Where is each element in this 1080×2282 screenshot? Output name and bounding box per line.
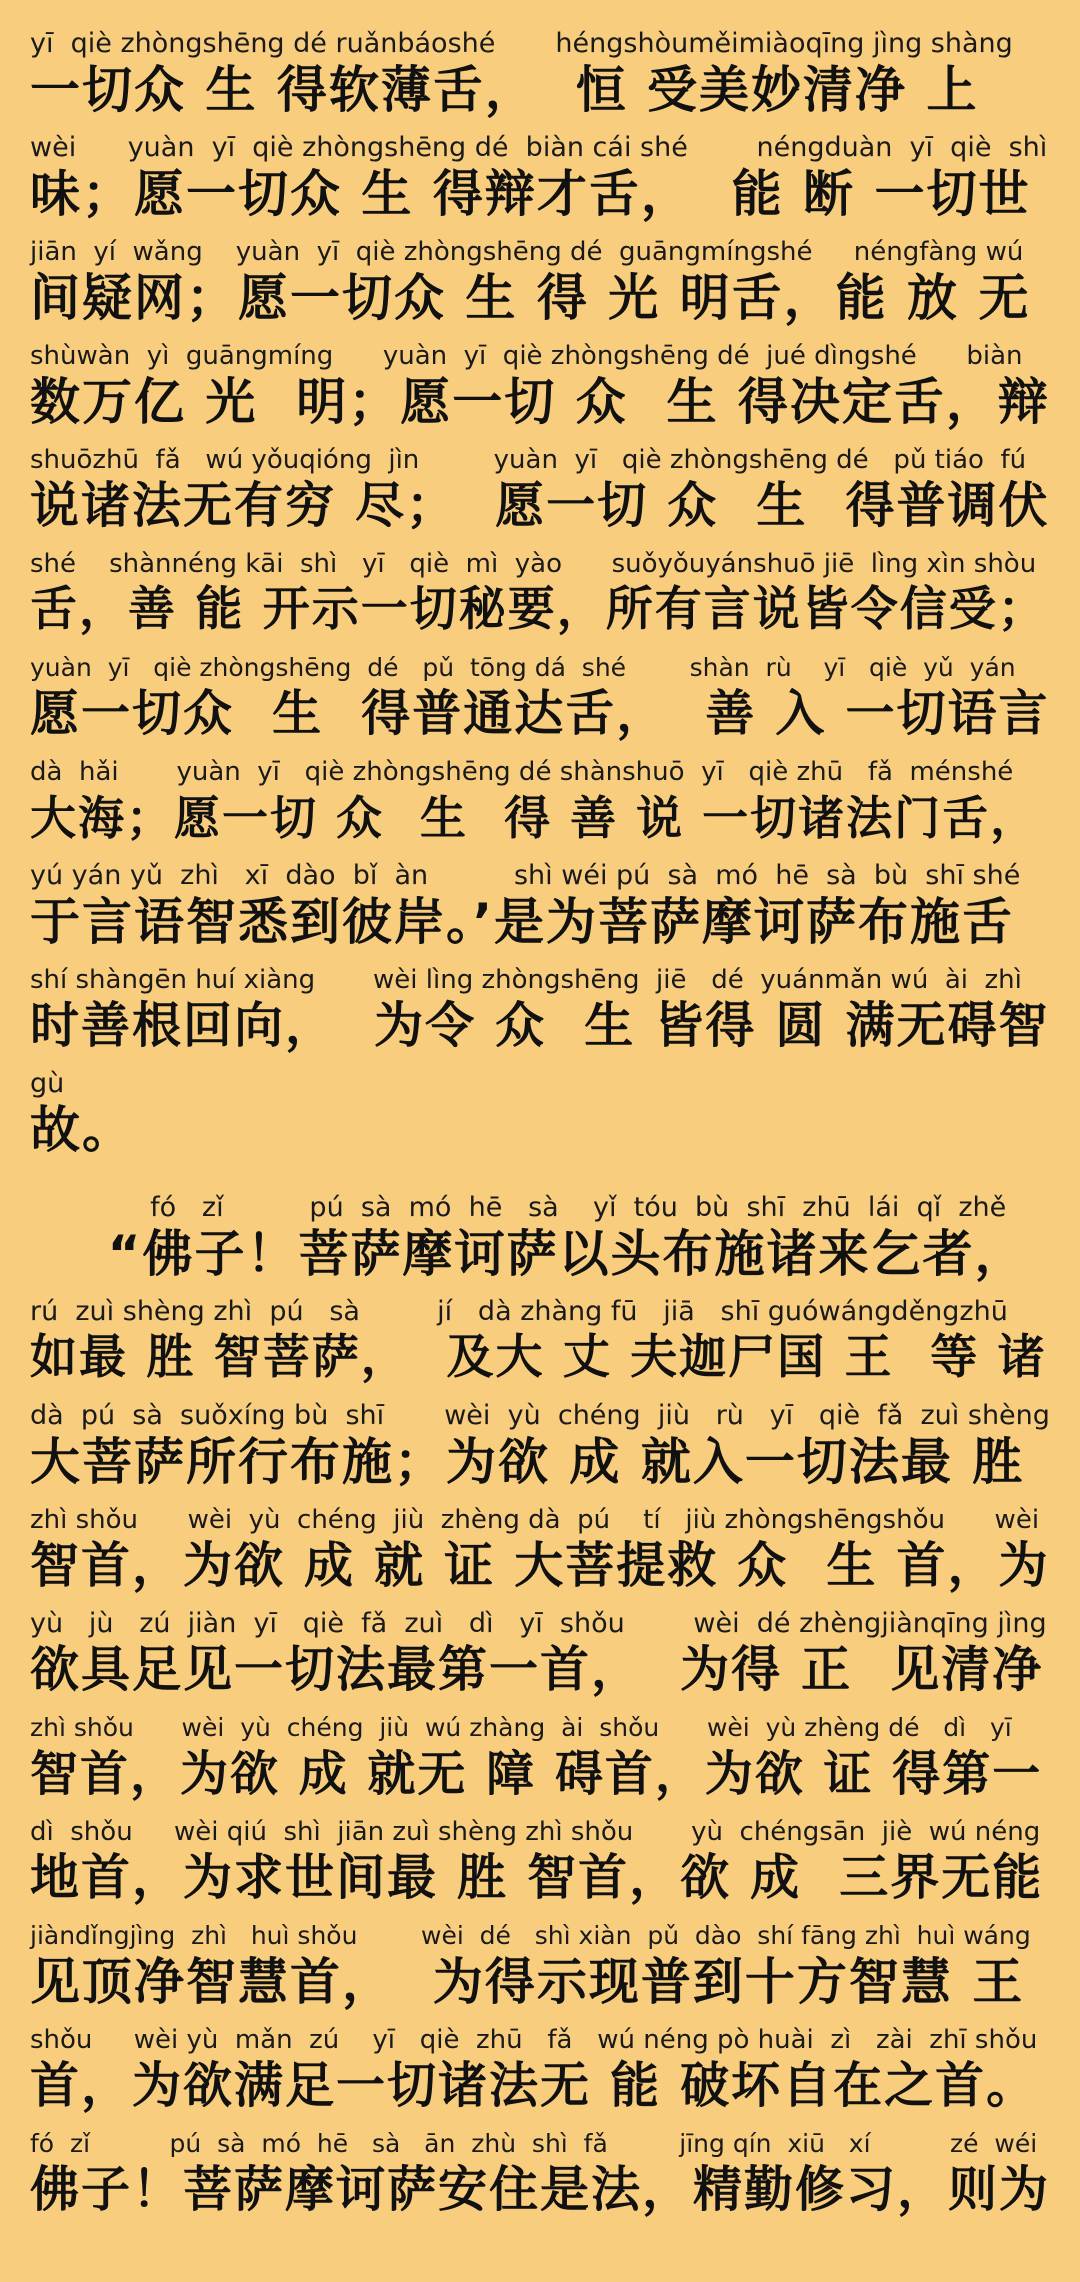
- hanzi-line: 佛子！菩萨摩诃萨安住是法，精勤修习，则为: [30, 2161, 1051, 2218]
- hanzi-line: 于言语智悉到彼岸。’是为菩萨摩诃萨布施舌: [30, 893, 1014, 951]
- pinyin-line: zhì shǒu wèi yù chéng jiù zhèng dà pú tí jiù zhòngshēngshǒu wèi: [30, 1505, 1040, 1535]
- hanzi-line: 如最 胜 智菩萨， 及大 丈 夫迦尸国 王 等 诸: [30, 1330, 1047, 1385]
- pinyin-line: yī qiè zhòngshēng dé ruǎnbáoshé héngshòuměimiàoqīng jìng shàng: [30, 28, 1013, 59]
- pinyin-line: shùwàn yì guāngmíng yuàn yī qiè zhòngshēng dé jué dìngshé biàn: [30, 341, 1023, 371]
- pinyin-line: zhì shǒu wèi yù chéng jiù wú zhàng ài shǒu wèi yù zhèng dé dì yī: [30, 1713, 1012, 1742]
- text-line: [30, 1068, 1050, 1160]
- text-line: [30, 1192, 1050, 1284]
- text-line: [30, 340, 1050, 432]
- pinyin-line: dì shǒu wèi qiú shì jiān zuì shèng zhì shǒu yù chéngsān jiè wú néng: [30, 1817, 1041, 1847]
- text-line: [30, 652, 1050, 744]
- hanzi-line: 智首，为欲 成 就无 障 碍首，为欲 证 得第一: [30, 1746, 1043, 1802]
- hanzi-line: 大海；愿一切 众 生 得 善 说 一切诸法门舌，: [30, 791, 1039, 845]
- text-line: [30, 1296, 1050, 1388]
- hanzi-line: “佛子！菩萨摩诃萨以头布施诸来乞者，: [30, 1225, 1027, 1283]
- text-line: [30, 236, 1050, 328]
- text-line: [30, 132, 1050, 224]
- pinyin-line: shé shànnéng kāi shì yī qiè mì yào suǒyǒuyánshuō jiē lìng xìn shòu: [30, 549, 1037, 579]
- text-line: [30, 28, 1050, 120]
- hanzi-line: 愿一切众 生 得普通达舌， 善 入 一切语言: [30, 685, 1050, 742]
- hanzi-line: 故。: [30, 1101, 134, 1159]
- pinyin-line: yuàn yī qiè zhòngshēng dé pǔ tōng dá shé shàn rù yī qiè yǔ yán: [30, 653, 1016, 682]
- hanzi-line: 一切众 生 得软薄舌， 恒 受美妙清净 上: [30, 61, 979, 119]
- hanzi-line: 智首，为欲 成 就 证 大菩提救 众 生 首，为: [30, 1537, 1050, 1594]
- pinyin-line: fó zǐ pú sà mó hē sà ān zhù shì fǎ jīng qín xiū xí zé wéi: [30, 2129, 1038, 2158]
- text-line: [30, 444, 1050, 536]
- text-line: [30, 548, 1050, 640]
- hanzi-line: 说诸法无有穷 尽； 愿一切 众 生 得普调伏: [30, 477, 1050, 534]
- hanzi-line: 大菩萨所行布施；为欲 成 就入一切法最 胜: [30, 1433, 1025, 1491]
- pinyin-line: yù jù zú jiàn yī qiè fǎ zuì dì yī shǒu wèi dé zhèngjiànqīng jìng: [30, 1608, 1047, 1639]
- pinyin-line: dà hǎi yuàn yī qiè zhòngshēng dé shànshuō yī qiè zhū fǎ ménshé: [30, 757, 1014, 787]
- hanzi-line: 见顶净智慧首， 为得示现普到十方智慧 王: [30, 1953, 1025, 2011]
- hanzi-line: 数万亿 光 明；愿一切 众 生 得决定舌，辩: [30, 373, 1050, 431]
- pinyin-line: shǒu wèi yù mǎn zú yī qiè zhū fǎ wú néng pò huài zì zài zhī shǒu: [30, 2025, 1038, 2055]
- pinyin-line: fó zǐ pú sà mó hē sà yǐ tóu bù shī zhū lái qǐ zhě: [30, 1192, 1007, 1223]
- hanzi-line: 味；愿一切众 生 得辩才舌， 能 断 一切世: [30, 165, 1031, 223]
- hanzi-line: 时善根回向， 为令 众 生 皆得 圆 满无碍智: [30, 997, 1050, 1054]
- text-line: [30, 2128, 1050, 2220]
- hanzi-line: 首，为欲满足一切诸法无 能 破坏自在之首。: [30, 2057, 1038, 2114]
- pinyin-line: dà pú sà suǒxíng bù shī wèi yù chéng jiù rù yī qiè fǎ zuì shèng: [30, 1400, 1050, 1431]
- pinyin-line: yú yán yǔ zhì xī dào bǐ àn shì wéi pú sà mó hē sà bù shī shé: [30, 860, 1021, 891]
- pinyin-line: shuōzhū fǎ wú yǒuqióng jìn yuàn yī qiè zhòngshēng dé pǔ tiáo fú: [30, 445, 1027, 475]
- text-line: [30, 1608, 1050, 1700]
- text-line: [30, 1400, 1050, 1492]
- pinyin-line: jiān yí wǎng yuàn yī qiè zhòngshēng dé guāngmíngshé néngfàng wú: [30, 237, 1024, 267]
- pinyin-line: rú zuì shèng zhì pú sà jí dà zhàng fū jiā shī guówángděngzhū: [30, 1296, 1008, 1327]
- text-line: [30, 2024, 1050, 2116]
- text-line: [30, 756, 1050, 848]
- text-line: [30, 1920, 1050, 2012]
- pinyin-line: shí shàngēn huí xiàng wèi lìng zhòngshēng jiē dé yuánmǎn wú ài zhì: [30, 965, 1022, 995]
- pinyin-line: jiàndǐngjìng zhì huì shǒu wèi dé shì xiàn pǔ dào shí fāng zhì huì wáng: [30, 1921, 1031, 1950]
- hanzi-line: 地首，为求世间最 胜 智首，欲 成 三界无能: [30, 1849, 1044, 1906]
- text-line: [30, 1816, 1050, 1908]
- text-line: [30, 964, 1050, 1056]
- pinyin-line: wèi yuàn yī qiè zhòngshēng dé biàn cái shé néngduàn yī qiè shì: [30, 132, 1048, 163]
- hanzi-line: 间疑网；愿一切众 生 得 光 明舌，能 放 无: [30, 269, 1031, 327]
- text-line: [30, 1504, 1050, 1596]
- hanzi-line: 欲具足见一切法最第一首， 为得 正 见清净: [30, 1641, 1044, 1698]
- hanzi-line: 舌，善 能 开示一切秘要，所有言说皆令信受；: [30, 582, 1047, 637]
- text-line: [30, 860, 1050, 952]
- text-line: [30, 1712, 1050, 1804]
- pinyin-line: gù: [30, 1068, 65, 1099]
